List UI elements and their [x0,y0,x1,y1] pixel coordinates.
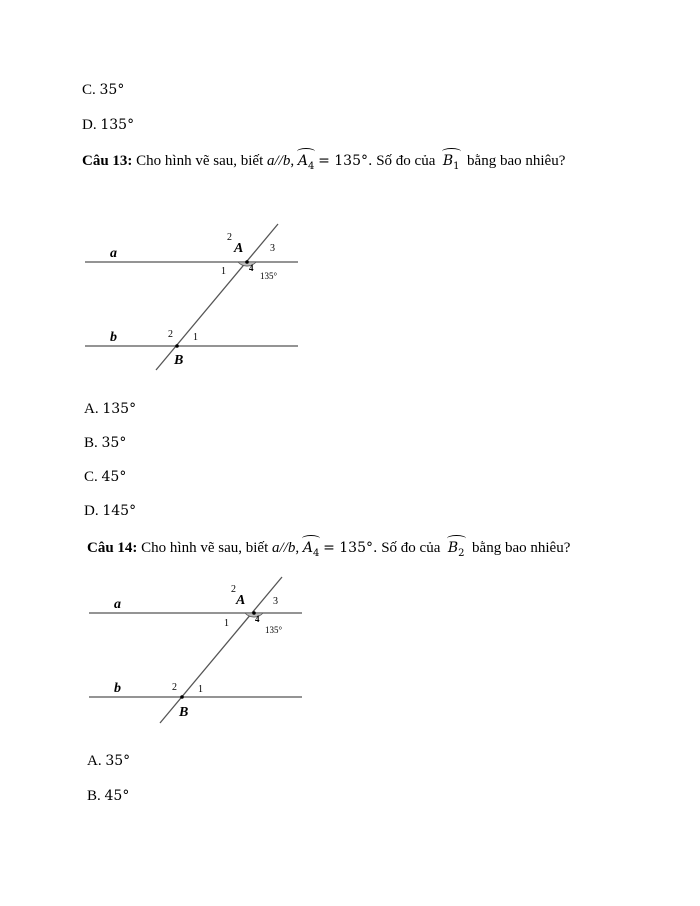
angle-label-a2: 2 [227,232,232,243]
transversal [156,224,278,370]
angle-label-a1: 1 [224,618,229,629]
question-number: Câu 14: [87,540,138,556]
question-text-post: bằng bao nhiêu? [472,540,571,556]
angle-label-a1: 1 [221,266,226,277]
question-text-mid: Số đo của [376,153,436,169]
q13-option-c: C. 45° [84,469,127,485]
q13-option-d: D. 145° [84,503,137,519]
question-text: Cho hình vẽ sau, biết [136,153,264,169]
label-line-b: b [114,681,121,696]
option-d-top [82,117,134,134]
question-14: Câu 14: Cho hình vẽ sau, biết a//b, $A_4 = 135^\circ$. Số đo của $B_2$ bằng bao nhiêu? [87,537,570,559]
question-number: Câu 13: [82,153,133,169]
option-value: 135° [100,117,135,133]
angle-label-a2: 2 [231,584,236,595]
label-line-b: b [110,330,117,345]
label-point-a: A [236,593,246,608]
label-point-a: A [234,241,244,256]
angle-label-a4: 4 [249,263,254,273]
q13-option-b: B. 35° [84,435,127,451]
question-text-post: bằng bao nhiêu? [467,153,566,169]
angle-target: $B_1$ [443,150,460,172]
angle-target: $B_2$ [448,537,465,559]
q14-option-a: A. 35° [87,753,131,769]
angle-label-b1: 1 [198,684,203,695]
angle-value: = 135°. [323,540,378,556]
line-a-var: a [267,153,275,169]
geometry-figure-14 [84,575,314,730]
q13-option-a: A. 135° [84,401,137,417]
question-text-mid: Số đo của [381,540,441,556]
line-b-var: b [287,540,296,556]
label-point-b: B [179,705,189,720]
line-a-var: a [272,540,280,556]
angle-a4: $A_4$ [303,537,320,559]
option-label: C. [82,82,96,98]
angle-value-label: 135° [260,271,278,281]
label-point-b: B [174,353,184,368]
angle-label-a3: 3 [270,243,275,254]
label-line-a: a [114,597,121,612]
point-b-dot [175,344,179,348]
q14-option-b: B. 45° [87,788,130,804]
angle-a4: $A_4$ [298,150,315,172]
parallel-symbol: // [279,540,288,556]
angle-label-b2: 2 [172,682,177,693]
transversal [160,577,282,723]
question-13: Câu 13: Cho hình vẽ sau, biết a//b, $A_4 = 135^\circ$. Số đo của $B_1$ bằng bao nhiêu? [82,150,565,172]
parallel-symbol: // [274,153,283,169]
label-line-a: a [110,246,117,261]
geometry-figure-13 [80,220,310,375]
angle-label-b2: 2 [168,329,173,340]
angle-value: = 135°. [318,153,373,169]
angle-value-label: 135° [265,625,283,635]
question-text: Cho hình vẽ sau, biết [141,540,269,556]
option-c-top [82,82,124,99]
option-label: D. [82,117,97,133]
angle-label-a4: 4 [255,614,260,624]
angle-label-a3: 3 [273,596,278,607]
point-b-dot [180,695,184,699]
option-value: 35° [99,82,125,98]
line-b-var: b [282,153,291,169]
angle-label-b1: 1 [193,332,198,343]
